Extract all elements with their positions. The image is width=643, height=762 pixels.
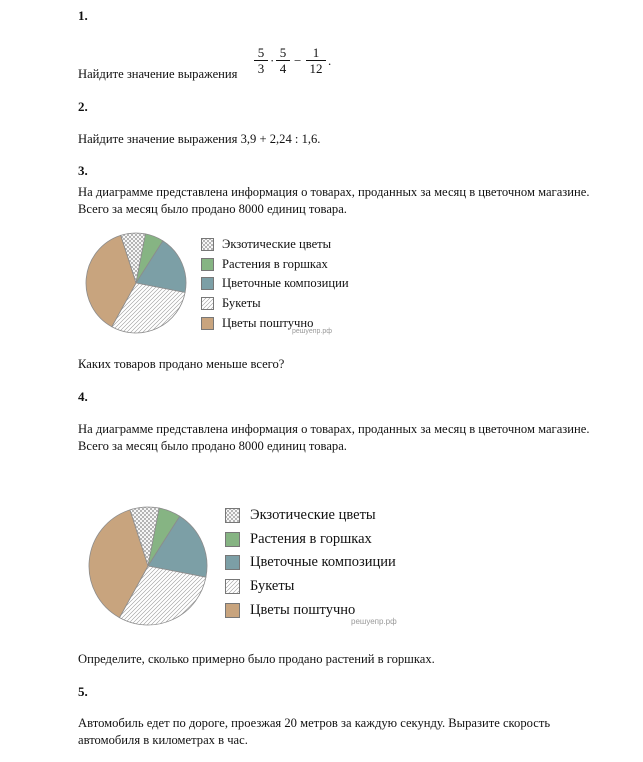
legend-label: Цветы поштучно	[222, 316, 314, 330]
fraction-5-4	[276, 45, 290, 76]
fraction-5-3	[254, 45, 268, 76]
legend-label: Цветочные композиции	[222, 276, 349, 290]
problem-5-number: 5.	[78, 684, 88, 699]
legend-item-compositions	[201, 275, 349, 292]
legend-label: Растения в горшках	[222, 257, 328, 271]
legend-item-bouquets	[201, 295, 261, 312]
denominator: 12	[309, 61, 323, 76]
green-swatch-icon	[225, 532, 240, 547]
watermark-1: решуепр.рф	[292, 328, 332, 335]
legend-item-exotic	[201, 236, 331, 253]
pie-chart-1	[84, 231, 188, 335]
diagonal-swatch-icon	[225, 579, 240, 594]
legend-item-plants	[225, 531, 372, 548]
legend-label: Экзотические цветы	[250, 507, 376, 523]
minus-sign: −	[294, 53, 302, 68]
numerator: 1	[306, 45, 326, 61]
diagonal-swatch-icon	[201, 297, 214, 310]
multiply-sign: ·	[270, 53, 275, 68]
period: .	[328, 53, 332, 68]
tan-swatch-icon	[225, 603, 240, 618]
problem-1-text: Найдите значение выражения	[78, 67, 238, 81]
problem-2-number: 2.	[78, 99, 88, 114]
problem-1-number: 1.	[78, 8, 88, 23]
problem-4-number: 4.	[78, 389, 88, 404]
fraction-1-12	[306, 45, 326, 76]
numerator: 5	[254, 45, 268, 61]
numerator: 5	[276, 45, 290, 61]
legend-item-exotic	[225, 507, 376, 524]
crosshatch-swatch-icon	[225, 508, 240, 523]
legend-label: Экзотические цветы	[222, 237, 332, 251]
problem-2-text: Найдите значение выражения 3,9 + 2,24 : 1,6.	[78, 132, 321, 146]
legend-item-single	[225, 602, 355, 619]
tan-swatch-icon	[201, 317, 214, 330]
legend-label: Букеты	[250, 578, 295, 594]
legend-label: Цветочные композиции	[250, 554, 396, 570]
legend-label: Растения в горшках	[250, 531, 372, 547]
problem-3-number: 3.	[78, 163, 88, 178]
problem-3-intro: На диаграмме представлена информация о товарах, проданных за месяц в цветочном магазине. Всего за месяц было продано 8000 единиц товара.	[78, 185, 590, 216]
denominator: 4	[279, 61, 287, 76]
legend-item-plants	[201, 256, 328, 273]
pie-chart-2	[87, 505, 209, 627]
legend-label: Букеты	[222, 296, 261, 310]
denominator: 3	[257, 61, 265, 76]
blue-swatch-icon	[201, 277, 214, 290]
legend-item-bouquets	[225, 578, 294, 595]
problem-5-text: Автомобиль едет по дороге, проезжая 20 метров за каждую секунду. Выразите скорость автомобиля в километрах в час.	[78, 716, 551, 747]
problem-4-intro: На диаграмме представлена информация о товарах, проданных за месяц в цветочном магазине. Всего за месяц было продано 8000 единиц товара.	[78, 422, 590, 453]
blue-swatch-icon	[225, 555, 240, 570]
legend-label: Цветы поштучно	[250, 602, 356, 618]
legend-item-compositions	[225, 554, 396, 571]
watermark-2: решуепр.рф	[351, 617, 397, 626]
problem-3-question: Каких товаров продано меньше всего?	[78, 357, 285, 371]
problem-4-question: Определите, сколько примерно было продано растений в горшках.	[78, 652, 435, 666]
crosshatch-swatch-icon	[201, 238, 214, 251]
green-swatch-icon	[201, 258, 214, 271]
